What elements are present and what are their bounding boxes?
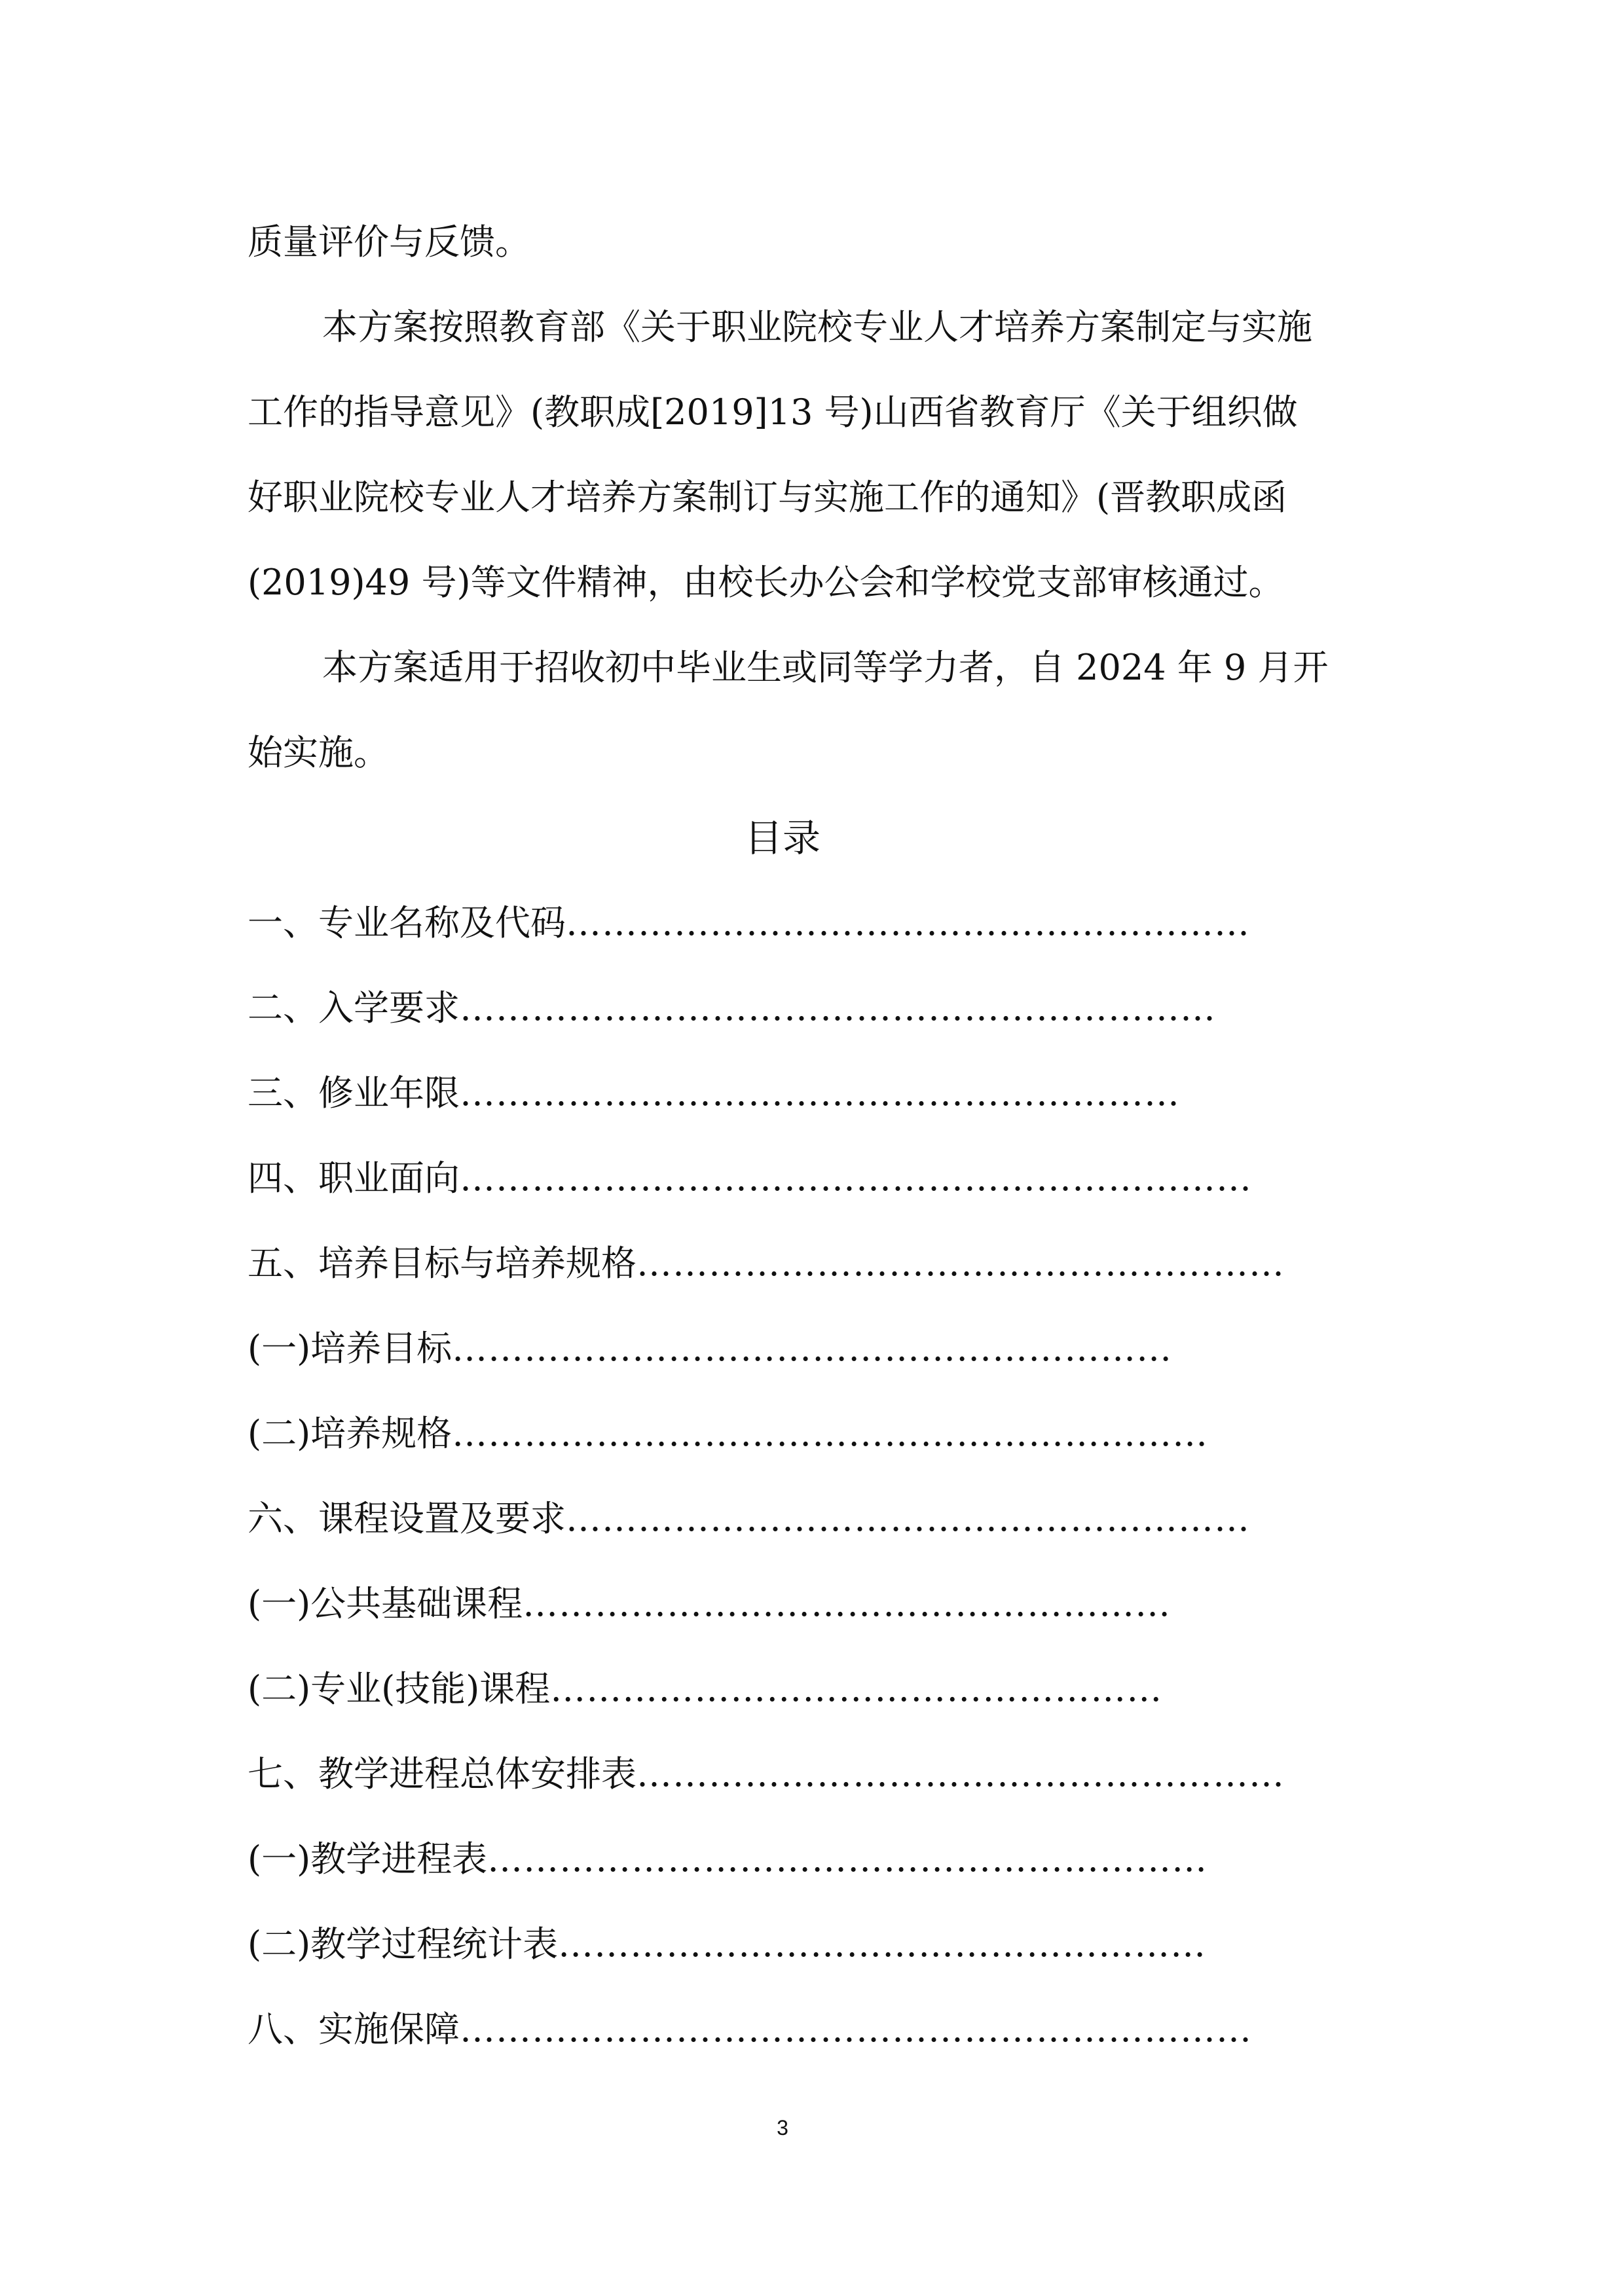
toc-dot-leader: ……………………………………………… bbox=[523, 1583, 1172, 1624]
toc-dot-leader: …………………………………………………… bbox=[487, 1838, 1208, 1880]
toc-dot-leader: …………………………………………………… bbox=[460, 1072, 1180, 1114]
paragraph-line: 本方案按照教育部《关于职业院校专业人才培养方案制定与实施 bbox=[322, 306, 1312, 348]
toc-entry[interactable] bbox=[248, 1748, 1285, 1800]
toc-entry-label: (二)培养规格 bbox=[248, 1413, 452, 1454]
toc-entry[interactable] bbox=[248, 1322, 1172, 1375]
toc-entry-label: 七、教学进程总体安排表 bbox=[248, 1753, 637, 1795]
toc-title: 目录 bbox=[744, 816, 821, 860]
toc-dot-leader: …………………………………………………… bbox=[452, 1328, 1173, 1369]
toc-entry-label: 六、课程设置及要求 bbox=[248, 1498, 566, 1539]
toc-entry-label: (二)教学过程统计表 bbox=[248, 1923, 559, 1965]
paragraph-line: 好职业院校专业人才培养方案制订与实施工作的通知》(晋教职成函 bbox=[248, 477, 1287, 518]
toc-entry-label: (一)公共基础课程 bbox=[248, 1583, 523, 1624]
toc-entry-label: (一)培养目标 bbox=[248, 1328, 452, 1369]
toc-entry[interactable] bbox=[248, 1918, 1206, 1971]
toc-entry[interactable] bbox=[248, 1237, 1285, 1290]
toc-entry[interactable] bbox=[248, 1067, 1180, 1120]
toc-entry[interactable] bbox=[248, 982, 1216, 1034]
toc-dot-leader: ……………………………………………………… bbox=[460, 987, 1216, 1029]
toc-entry-label: 一、专业名称及代码 bbox=[248, 902, 566, 943]
paragraph-line: 工作的指导意见》(教职成[2019]13 号)山西省教育厅《关于组织做 bbox=[248, 392, 1298, 433]
toc-entry[interactable] bbox=[248, 1493, 1250, 1545]
toc-entry-label: (一)教学进程表 bbox=[248, 1838, 488, 1880]
toc-entry-label: 五、培养目标与培养规格 bbox=[248, 1243, 637, 1284]
toc-entry[interactable] bbox=[248, 1663, 1162, 1715]
toc-dot-leader: ………………………………………………………… bbox=[460, 1157, 1252, 1199]
toc-entry[interactable] bbox=[248, 1578, 1171, 1630]
toc-entry-label: 八、实施保障 bbox=[248, 2009, 460, 2050]
toc-entry-label: 四、职业面向 bbox=[248, 1157, 460, 1199]
paragraph-line: 本方案适用于招收初中毕业生或同等学力者，自 2024 年 9 月开 bbox=[322, 647, 1329, 688]
toc-entry-label: 三、修业年限 bbox=[248, 1072, 460, 1114]
toc-entry-label: 二、入学要求 bbox=[248, 987, 460, 1029]
toc-entry[interactable] bbox=[248, 1408, 1208, 1460]
paragraph-line: 质量评价与反馈。 bbox=[248, 221, 530, 263]
toc-dot-leader: …………………………………………… bbox=[550, 1668, 1163, 1709]
toc-dot-leader: ………………………………………………… bbox=[566, 1498, 1250, 1539]
toc-entry[interactable] bbox=[248, 2003, 1252, 2056]
toc-entry[interactable] bbox=[248, 1833, 1208, 1886]
toc-entry[interactable] bbox=[248, 1152, 1252, 1205]
toc-dot-leader: ……………………………………………… bbox=[558, 1923, 1207, 1965]
page-number: 3 bbox=[777, 2116, 788, 2140]
toc-entry-label: (二)专业(技能)课程 bbox=[248, 1668, 551, 1709]
toc-dot-leader: ……………………………………………………… bbox=[452, 1413, 1209, 1454]
toc-entry[interactable] bbox=[248, 897, 1250, 949]
paragraph-line: (2019)49 号)等文件精神，由校长办公会和学校党支部审核通过。 bbox=[248, 562, 1284, 603]
toc-dot-leader: ………………………………………………………… bbox=[460, 2009, 1252, 2050]
toc-dot-leader: ……………………………………………… bbox=[637, 1243, 1285, 1284]
paragraph-line: 始实施。 bbox=[248, 732, 389, 773]
toc-dot-leader: ………………………………………………… bbox=[566, 902, 1250, 943]
toc-dot-leader: ……………………………………………… bbox=[637, 1753, 1285, 1795]
